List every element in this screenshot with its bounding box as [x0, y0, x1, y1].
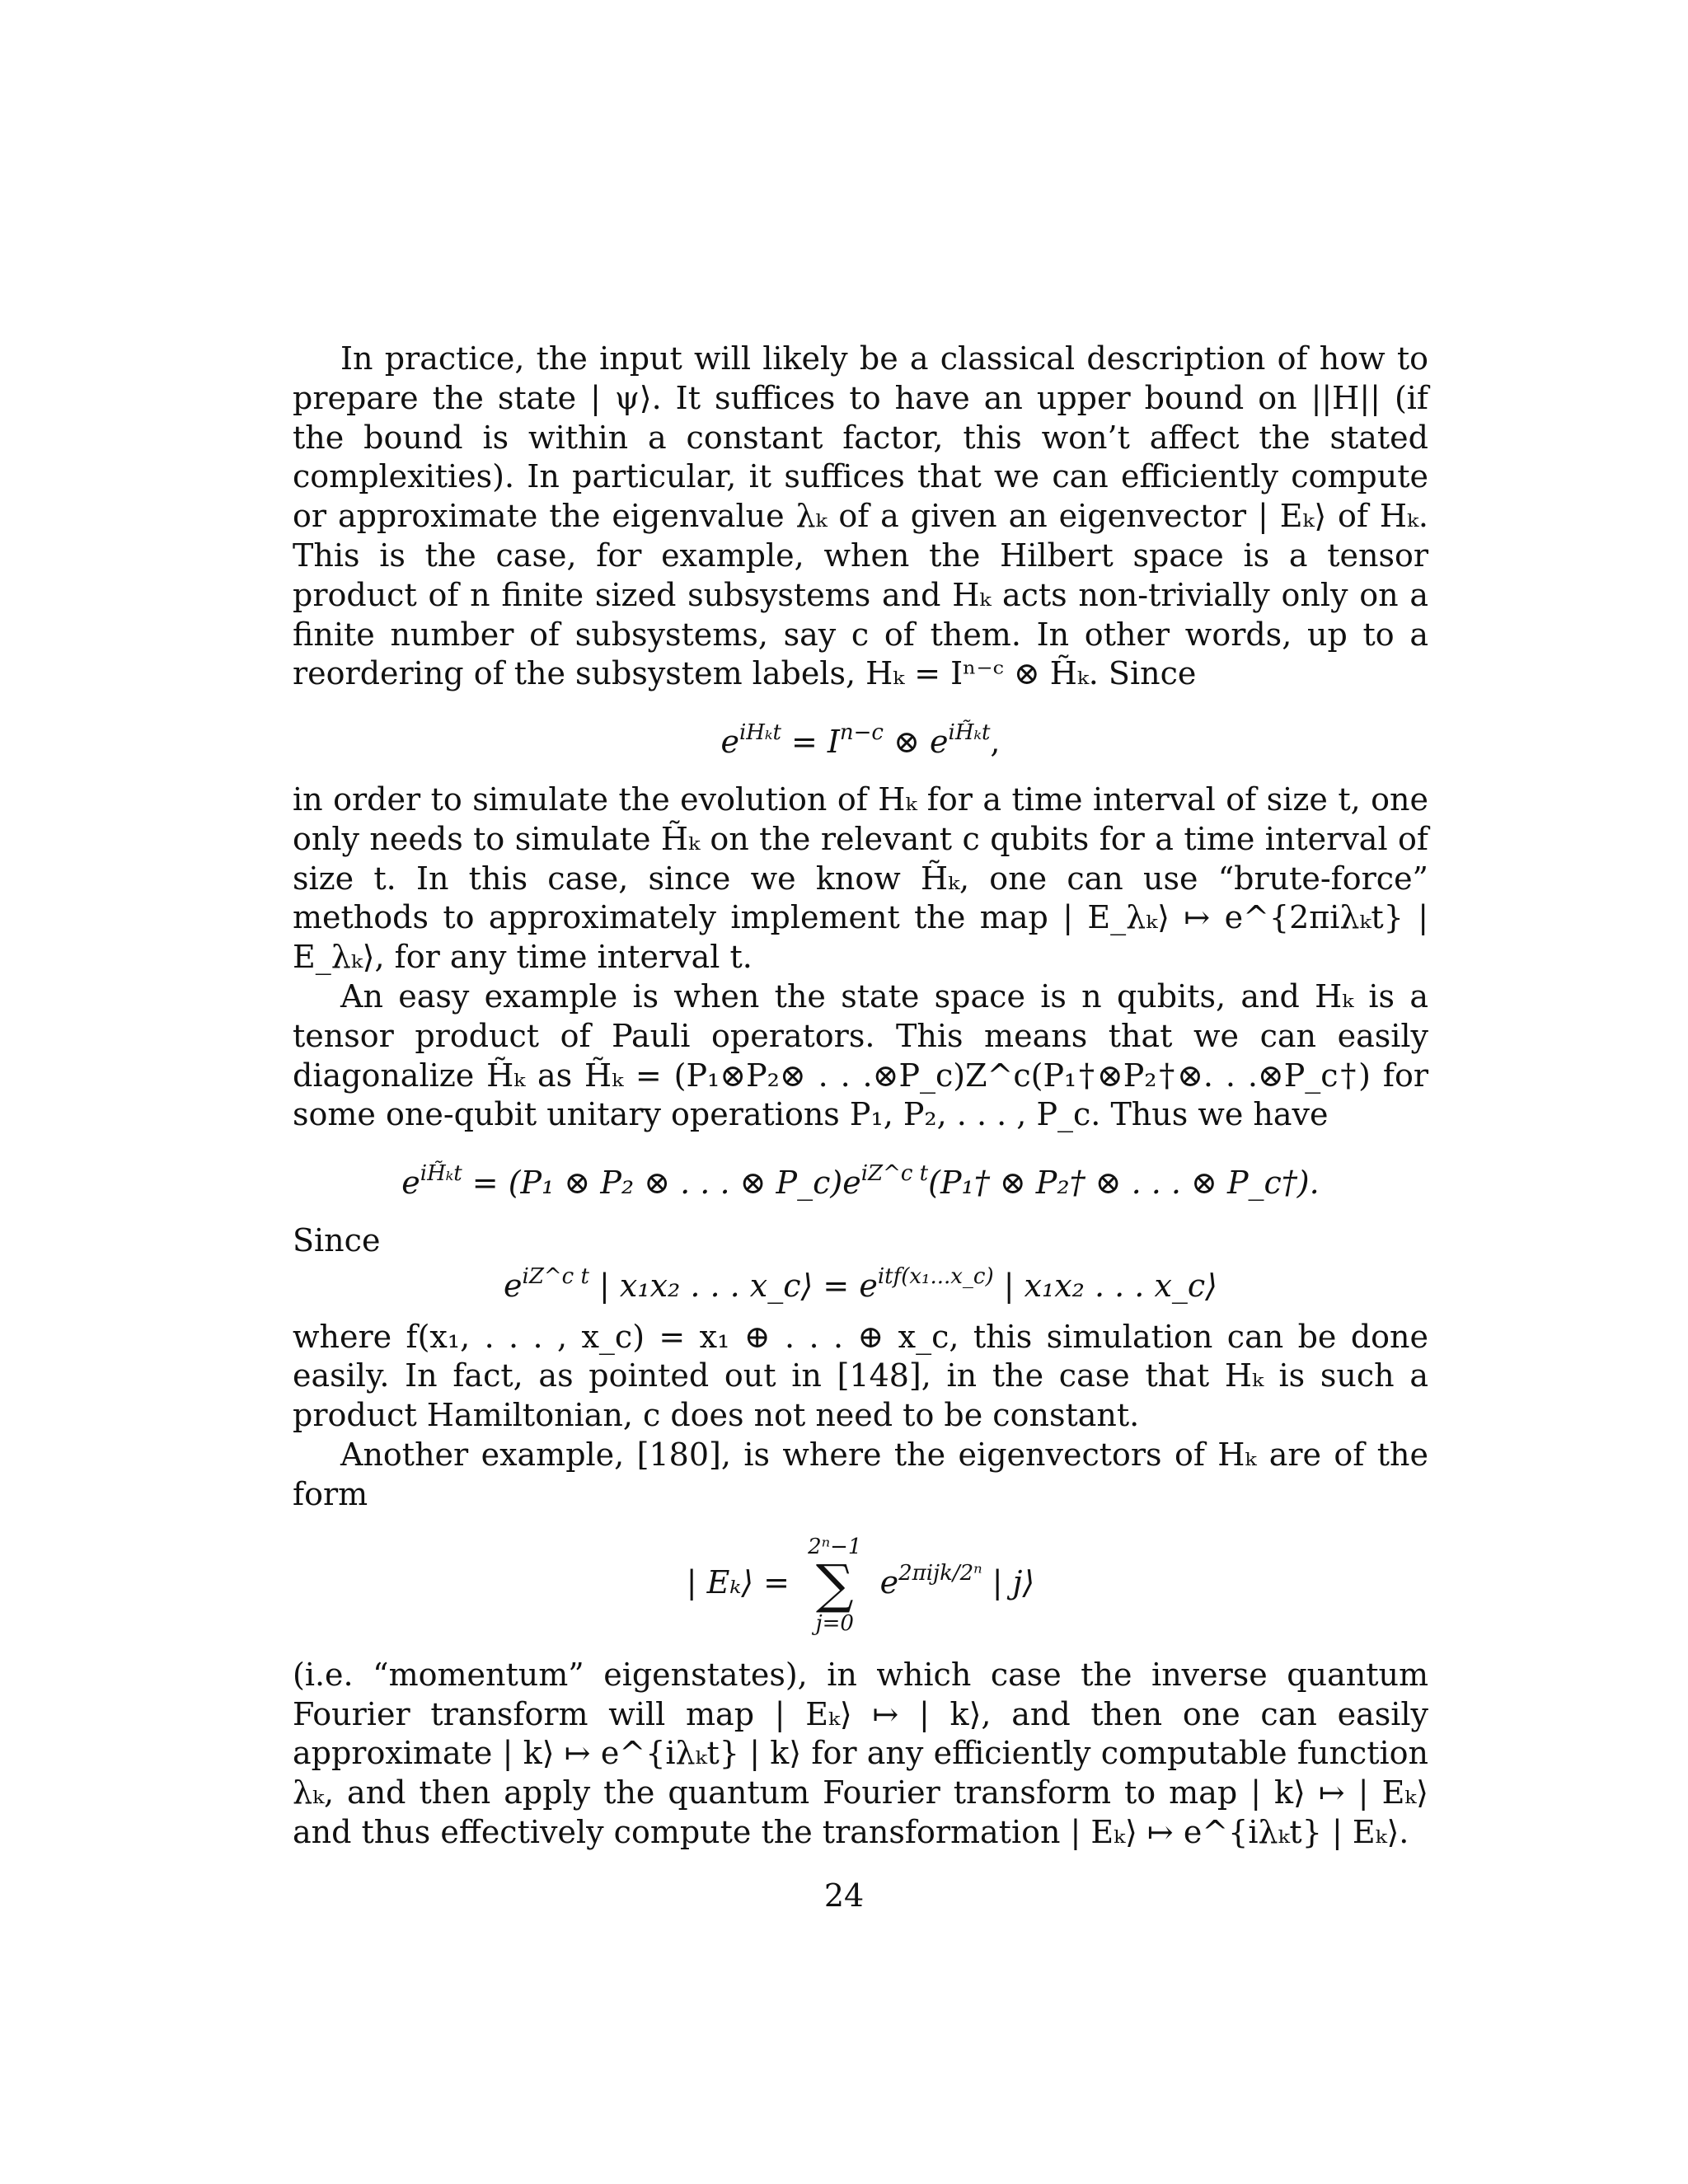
- equation-1: $e^{iH_kt} = I^{n-c}$ ⊗ $e^{iH̃_kt}$,: [720, 720, 1001, 761]
- paragraph-7: (i.e. “momentum” eigenstates), in which case the inverse quantum Fourier transform will map | Eₖ⟩ ↦ | k⟩, and then one can easily approximate | k⟩ ↦ e^{iλₖt} | k⟩ for any efficiently computable function λₖ, and then apply the quantum Fourier transform to map | k⟩ ↦ | Eₖ⟩ and thus effectively compute the transformation | Eₖ⟩ ↦ e^{iλₖt} | Eₖ⟩.: [293, 1656, 1428, 1850]
- paragraph-4: Since: [293, 1221, 381, 1258]
- equation-3: $e^{iZ\^{}c t}$ | x₁x₂ . . . x_c⟩ = $e^{itf(x_1...x\_c)}$ | x₁x₂ . . . x_c⟩: [504, 1263, 1217, 1304]
- paragraph-1: In practice, the input will likely be a classical description of how to prepare the state | ψ⟩. It suffices to have an upper bound on ||H|| (if the bound is within a constant factor, this won’t affect the stated complexities). In particular, it suffices that we can efficiently compute or approximate the eigenvalue λₖ of a given an eigenvector | Eₖ⟩ of Hₖ. This is the case, for example, when the Hilbert space is a tensor product of n finite sized subsystems and Hₖ acts non-trivially only on a finite number of subsystems, say c of them. In other words, up to a reordering of the subsystem labels, Hₖ = Iⁿ⁻ᶜ ⊗ H̃ₖ. Since: [293, 340, 1428, 692]
- paragraph-3: An easy example is when the state space is n qubits, and Hₖ is a tensor product of Pauli operators. This means that we can easily diagonalize H̃ₖ as H̃ₖ = (P₁⊗P₂⊗ . . .⊗P_c)Z^c(P₁†⊗P₂†⊗. . .⊗P_c†) for some one-qubit unitary operations P₁, P₂, . . . , P_c. Thus we have: [293, 977, 1428, 1133]
- paragraph-2: in order to simulate the evolution of Hₖ for a time interval of size t, one only needs to simulate H̃ₖ on the relevant c qubits for a time interval of size t. In this case, since we know H̃ₖ, one can use “brute-force” methods to approximately implement the map | E_λₖ⟩ ↦ e^{2πiλₖt} | E_λₖ⟩, for any time interval t.: [293, 780, 1428, 976]
- paragraph-5: where f(x₁, . . . , x_c) = x₁ ⊕ . . . ⊕ x_c, this simulation can be done easily. In fact, as pointed out in [148], in the case that Hₖ is such a product Hamiltonian, c does not need to be constant.: [293, 1318, 1428, 1434]
- page-body: [293, 340, 1428, 1853]
- equation-4: | Eₖ⟩ = 2ⁿ−1 ∑ j=0 $e^{2\pi ijk/2^n}$ | j⟩: [686, 1534, 1035, 1636]
- page-number: 24: [823, 1877, 865, 1914]
- summation: 2ⁿ−1 ∑ j=0: [808, 1534, 862, 1636]
- equation-2: $e^{iH̃_kt} = (P_1$ ⊗ P₂ ⊗ . . . ⊗ $P\_c)e^{iZ\^{}c t}(P_1\dagger$ ⊗ P₂† ⊗ . . . ⊗ P_c†).: [401, 1161, 1320, 1202]
- paragraph-6: Another example, [180], is where the eigenvectors of Hₖ are of the form: [293, 1436, 1428, 1512]
